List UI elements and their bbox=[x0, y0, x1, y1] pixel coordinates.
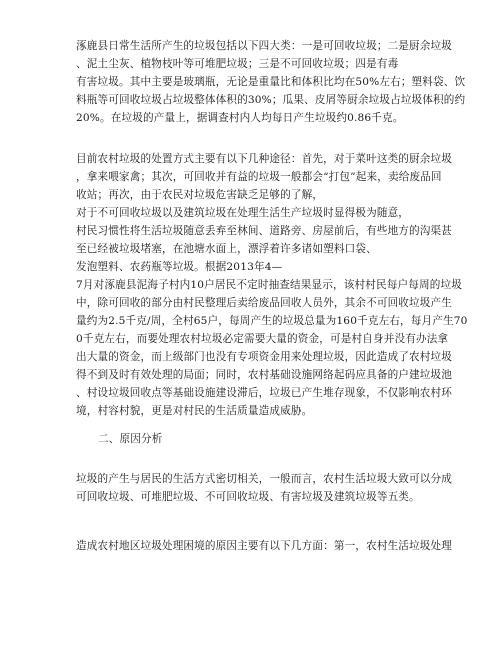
text-line: 、泥土尘灰、植物枝叶等可堆肥垃圾；三是不可回收垃圾；四是有毒 bbox=[76, 58, 399, 70]
text-line: 中，除可回收的部分由村民整理后卖给废品回收人员外，其余不可回收垃圾产生 bbox=[76, 297, 453, 309]
text-line: 出大量的资金，而上级部门也没有专项资金用来处理垃圾，因此造成了农村垃圾 bbox=[76, 351, 453, 363]
text-line: 收站；再次，由于农民对垃圾危害缺乏足够的了解， bbox=[76, 189, 324, 201]
text-line: 境，村容村貌，更是对村民的生活质量造成威胁。 bbox=[76, 405, 313, 417]
text-line: 有害垃圾。其中主要是玻璃瓶，无论是重量比和体积比均在50%左右；塑料袋、饮 bbox=[76, 76, 466, 88]
text-line: 至已经被垃圾堵塞，在池塘水面上，漂浮着许多诸如塑料口袋、 bbox=[76, 243, 377, 255]
text-line: 得不到及时有效处理的局面；同时，农村基础设施网络起码应具备的户建垃圾池 bbox=[76, 369, 453, 381]
text-line: 可回收垃圾、可堆肥垃圾、不可回收垃圾、有害垃圾及建筑垃圾等五类。 bbox=[76, 491, 420, 503]
text-line: 造成农村地区垃圾处理困境的原因主要有以下几方面：第一，农村生活垃圾处理 bbox=[76, 540, 453, 552]
text-line: 垃圾的产生与居民的生活方式密切相关，一般而言，农村生活垃圾大致可以分成 bbox=[76, 473, 453, 485]
text-line: 7月对涿鹿县泥海子村内10户居民不定时抽查结果显示，该村村民每户每周的垃圾 bbox=[76, 279, 462, 291]
text-line: 、村设垃圾回收点等基础设施建设滞后，垃圾已产生堆存现象，不仅影响农村环 bbox=[76, 387, 453, 399]
text-line: 村民习惯性将生活垃圾随意丢弃至林间、道路旁、房屋前后，有些地方的沟渠甚 bbox=[76, 225, 453, 237]
text-line: 0千克左右，而要处理农村垃圾必定需要大量的资金，可是村自身并没有办法拿 bbox=[76, 333, 449, 345]
text-line: 目前农村垃圾的处置方式主要有以下几种途径：首先，对于菜叶这类的厨余垃圾 bbox=[76, 153, 453, 165]
text-line: 料瓶等可回收垃圾占垃圾整体体积的30%；瓜果、皮屑等厨余垃圾占垃圾体积的约 bbox=[76, 94, 466, 106]
section-heading: 二、原因分析 bbox=[98, 433, 163, 445]
text-line: ，拿来喂家禽；其次，可回收并有益的垃圾一般都会“打包”起来，卖给废品回 bbox=[76, 171, 442, 183]
text-line: 对于不可回收垃圾以及建筑垃圾在处理生活生产垃圾时显得极为随意， bbox=[76, 207, 410, 219]
text-line: 发泡塑料、农药瓶等垃圾。根据2013年4— bbox=[76, 261, 283, 273]
text-line: 量约为2.5千克/周，全村65户，每周产生的垃圾总量为160千克左右，每月产生70 bbox=[76, 315, 468, 327]
text-line: 20%。在垃圾的产量上，据调查村内人均每日产生垃圾约0.86千克。 bbox=[76, 112, 404, 124]
text-line: 涿鹿县日常生活所产生的垃圾包括以下四大类：一是可回收垃圾；二是厨余垃圾 bbox=[76, 40, 453, 52]
